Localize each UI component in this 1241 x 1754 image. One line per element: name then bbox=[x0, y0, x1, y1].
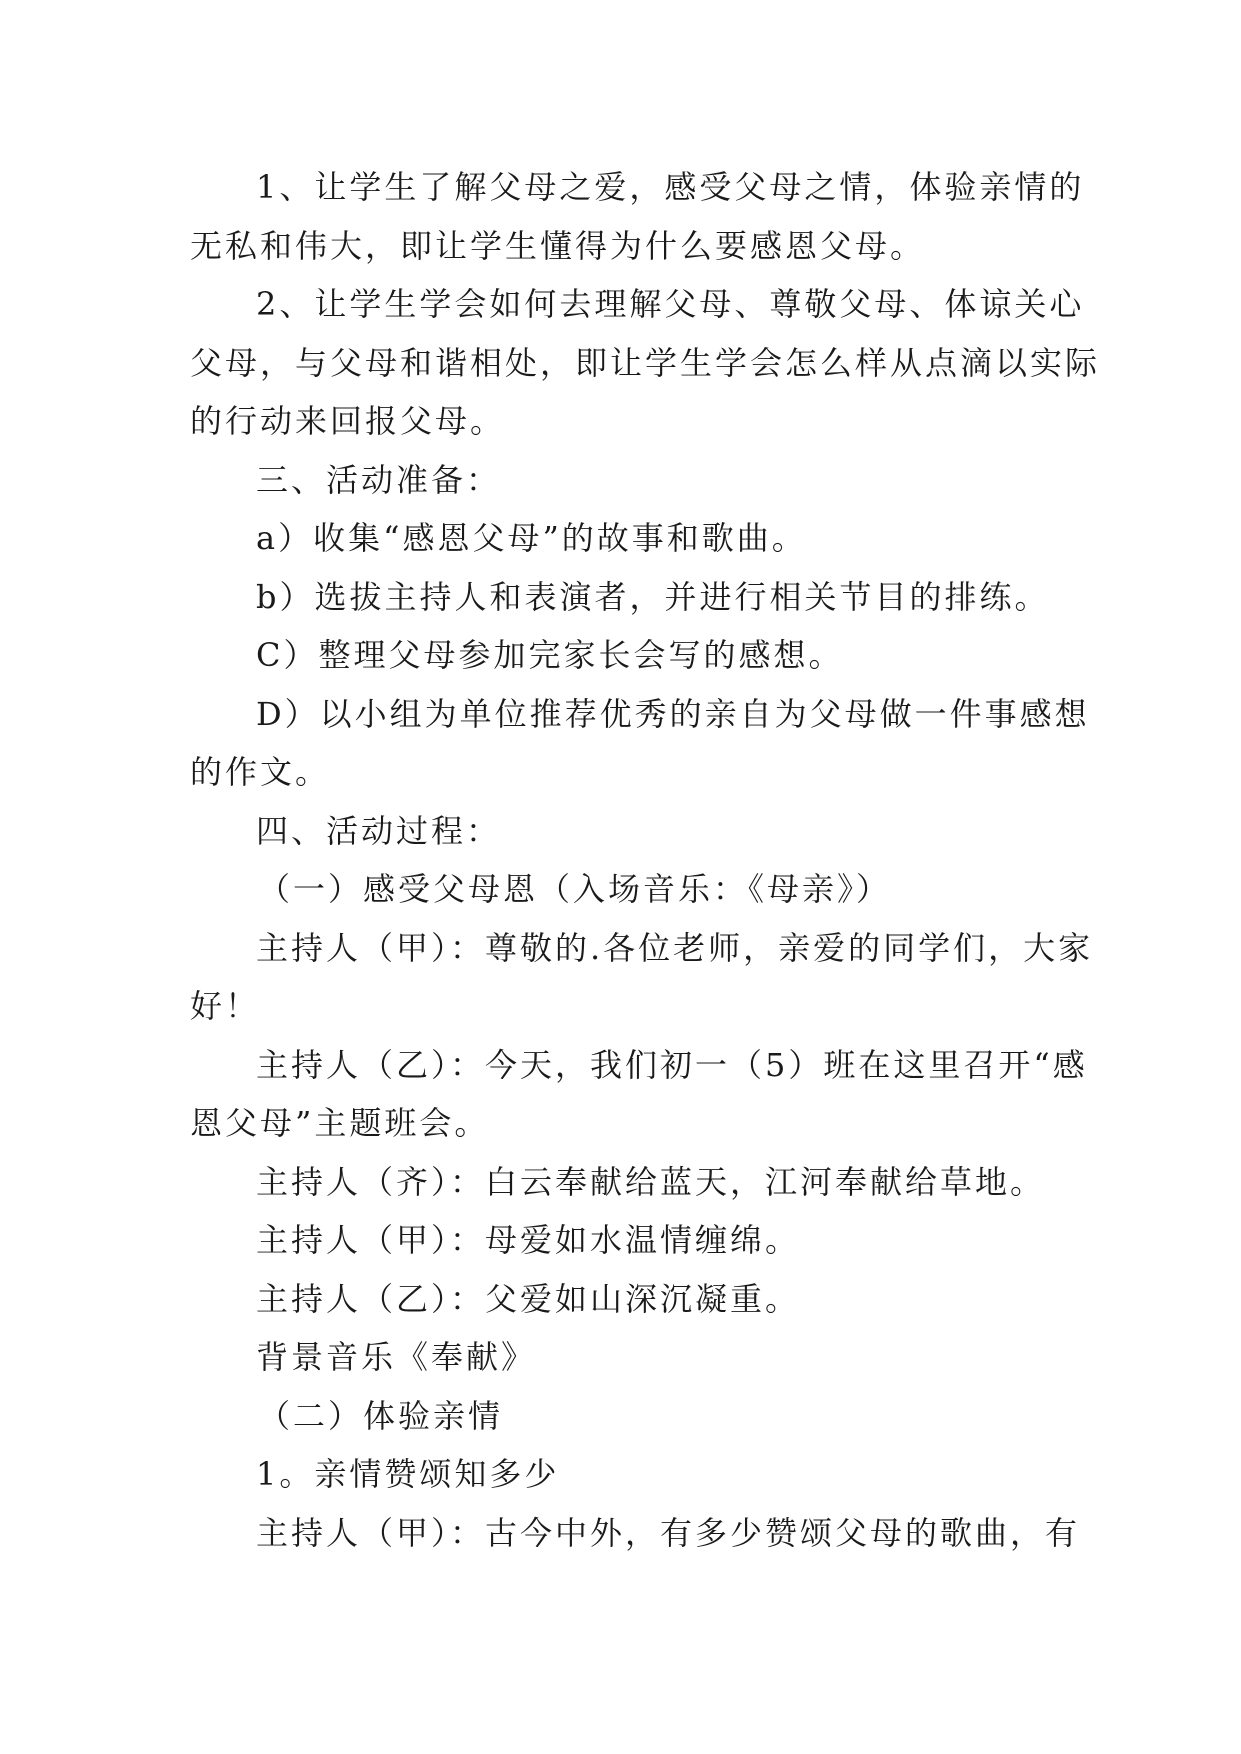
goal-2-line-1: 2、让学生学会如何去理解父母、尊敬父母、体谅关心 bbox=[256, 285, 1085, 323]
section-heading-preparation: 三、活动准备： bbox=[256, 460, 502, 499]
host-b-father-line: 主持人（乙）：父爱如山深沉凝重。 bbox=[256, 1279, 801, 1318]
goal-2-line-2: 父母，与父母和谐相处，即让学生学会怎么样从点滴以实际 bbox=[190, 343, 1101, 382]
goal-1-line-2: 无私和伟大，即让学生懂得为什么要感恩父母。 bbox=[190, 226, 926, 265]
host-b-line-2: 恩父母”主题班会。 bbox=[190, 1104, 490, 1142]
goal-1-line-1: 1、让学生了解父母之爱，感受父母之情，体验亲情的 bbox=[256, 168, 1085, 206]
background-music-line: 背景音乐《奉献》 bbox=[256, 1338, 537, 1376]
document-body bbox=[190, 158, 1101, 1562]
prep-item-c: C）整理父母参加完家长会写的感想。 bbox=[256, 636, 844, 674]
host-together-line: 主持人（齐）：白云奉献给蓝天，江河奉献给草地。 bbox=[256, 1162, 1046, 1201]
host-a-mother-line: 主持人（甲）：母爱如水温情缠绵。 bbox=[256, 1221, 801, 1259]
host-b-line-1: 主持人（乙）：今天，我们初一（5）班在这里召开“感 bbox=[256, 1045, 1088, 1084]
host-a-line-2: 好！ bbox=[190, 987, 261, 1025]
item-heading-1: 1。亲情赞颂知多少 bbox=[256, 1455, 560, 1493]
subsection-heading-1: （一）感受父母恩（入场音乐：《母亲》） bbox=[258, 870, 892, 908]
host-a-line-1: 主持人（甲）：尊敬的.各位老师，亲爱的同学们，大家 bbox=[256, 928, 1094, 967]
prep-item-d-line-2: 的作文。 bbox=[190, 753, 331, 791]
prep-item-b: b）选拔主持人和表演者，并进行相关节目的排练。 bbox=[256, 577, 1050, 616]
prep-item-a: a）收集“感恩父母”的故事和歌曲。 bbox=[256, 519, 807, 557]
prep-item-d-line-1: D）以小组为单位推荐优秀的亲自为父母做一件事感想 bbox=[256, 694, 1090, 733]
host-a-songs-line: 主持人（甲）：古今中外，有多少赞颂父母的歌曲，有 bbox=[256, 1513, 1081, 1552]
goal-2-line-3: 的行动来回报父母。 bbox=[190, 402, 506, 440]
section-heading-process: 四、活动过程： bbox=[256, 811, 502, 850]
subsection-heading-2: （二）体验亲情 bbox=[258, 1396, 504, 1435]
